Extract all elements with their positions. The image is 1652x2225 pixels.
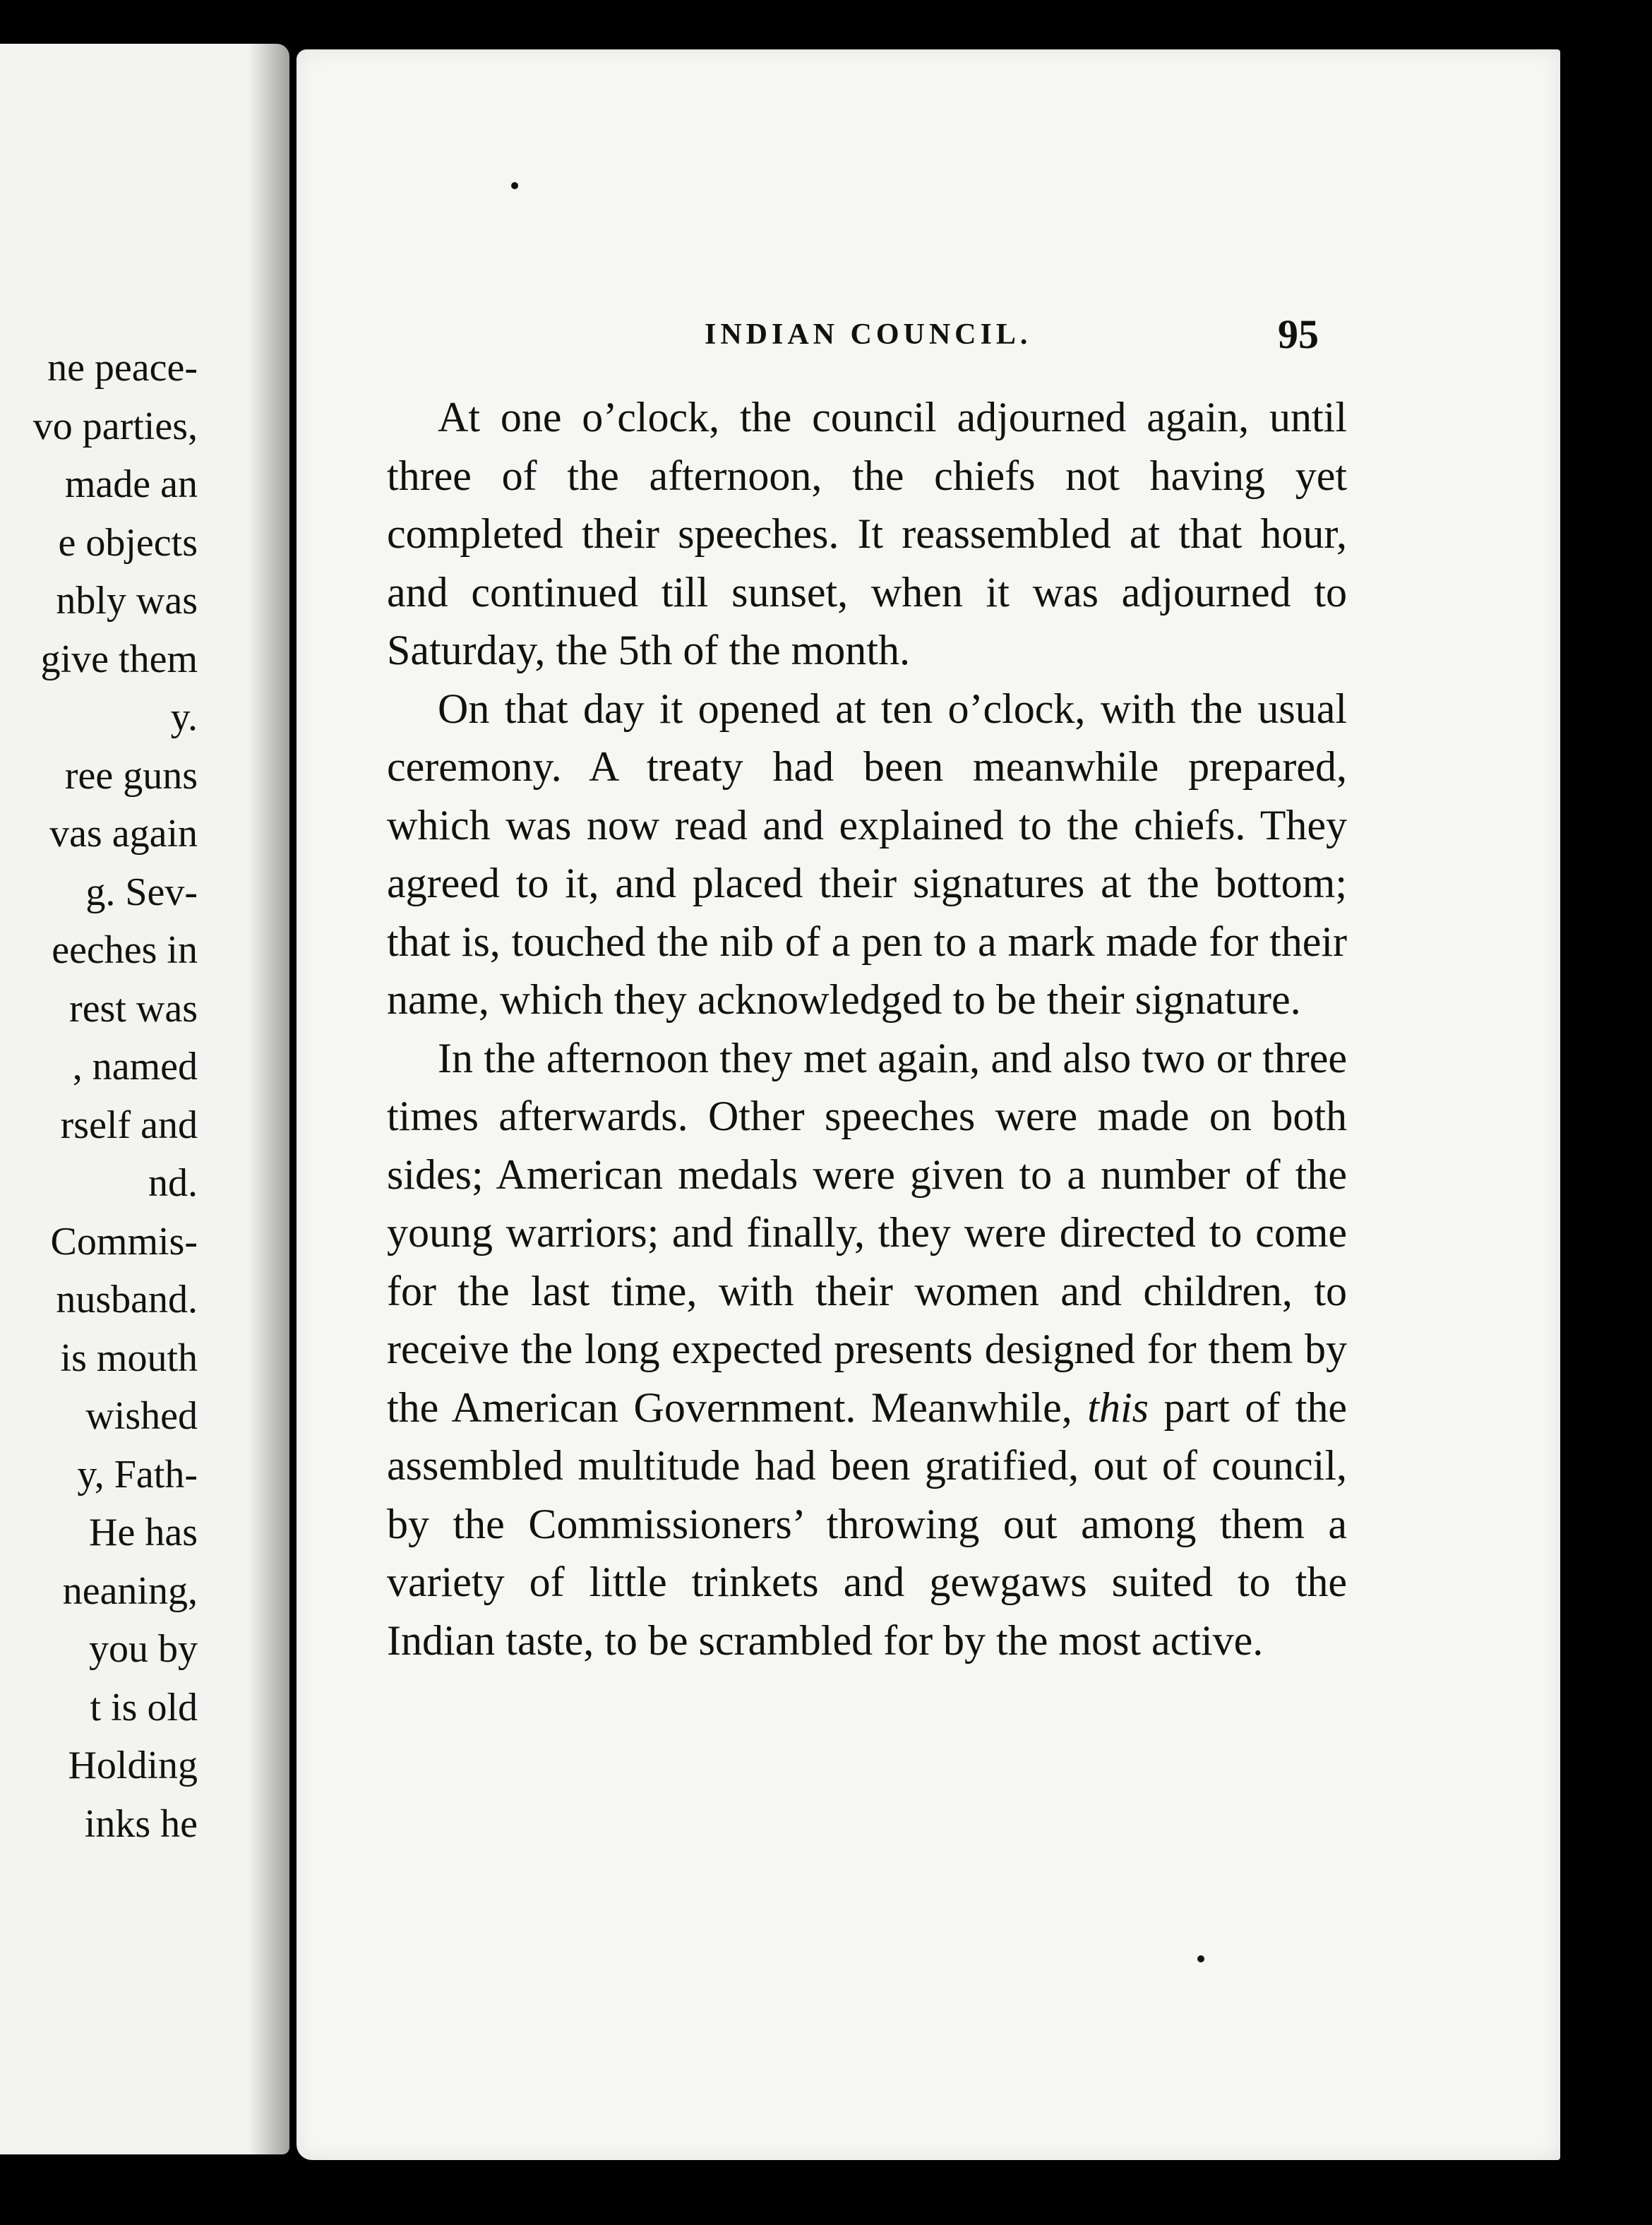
left-page-line: is mouth [60,1336,198,1380]
running-title: INDIAN COUNCIL. [705,318,1032,351]
left-page-line: , named [72,1045,198,1088]
paragraph-3-end: part of the assembled multitude had been gratified, out of council, by the Commissioners’ throwing out among them a variety of little trinkets and gewgaws suited to the Indian taste, to be scrambled for by the most active. [387,1384,1348,1664]
left-page-line: Commis- [50,1219,198,1264]
left-page-line: wished [85,1394,198,1438]
left-page-line: vas again [49,812,198,856]
left-page-line: nusband. [56,1278,198,1321]
left-page-line: y, Fath- [77,1452,198,1497]
left-page-line: Holding [68,1744,198,1787]
body-text [387,388,1347,1669]
left-page-line: ree guns [64,753,198,798]
left-page-line: inks he [84,1801,198,1846]
left-page-text-fragments [0,339,198,1853]
left-page-line: t is old [90,1685,198,1729]
left-page-line: ne peace- [47,346,198,390]
left-page-line: rest was [69,986,198,1031]
left-page-line: you by [89,1627,198,1671]
left-page-line: rself and [60,1103,198,1147]
page-number: 95 [1278,311,1319,357]
right-page [297,49,1560,2160]
left-page-line: neaning, [62,1569,198,1613]
left-page-line: nd. [148,1161,198,1205]
left-page-line: vo parties, [32,404,198,448]
italic-word: this [1087,1384,1149,1431]
left-page-line: nbly was [56,579,198,623]
speck-mark [1197,1955,1204,1962]
left-page [0,44,289,2154]
left-page-line: g. Sev- [85,870,198,914]
left-page-line: e objects [58,520,198,565]
left-page-line: y. [170,695,198,739]
paragraph-3 [387,1029,1347,1670]
left-page-line: eeches in [52,928,198,972]
speck-mark [511,182,518,189]
paragraph-2: On that day it opened at ten o’clock, with the usual ceremony. A treaty had been meanwhile prepared, which was now read and explained to the chiefs. They agreed to it, and placed their signatures at the bottom; that is, touched the nib of a pen to a mark made for their name, which they acknowledged to be their signature. [387,685,1347,1023]
left-page-line: He has [89,1511,198,1554]
paragraph-3-start: In the afternoon they met again, and also two or three times afterwards. Other speeches were made on both sides; American medals were given to a number of the young warriors; and finally, they were directed to come for the last time, with their women and children, to receive the long expected presents designed for them by the American Government. Meanwhile, [387,1034,1347,1431]
left-page-line: made an [64,462,198,506]
running-head [297,261,1560,357]
left-page-line: give them [40,637,198,681]
paragraph-1: At one o’clock, the council adjourned again, until three of the afternoon, the chiefs not having yet completed their speeches. It reassembled at that hour, and continued till sunset, when it was adjourned to Saturday, the 5th of the month. [387,394,1347,673]
